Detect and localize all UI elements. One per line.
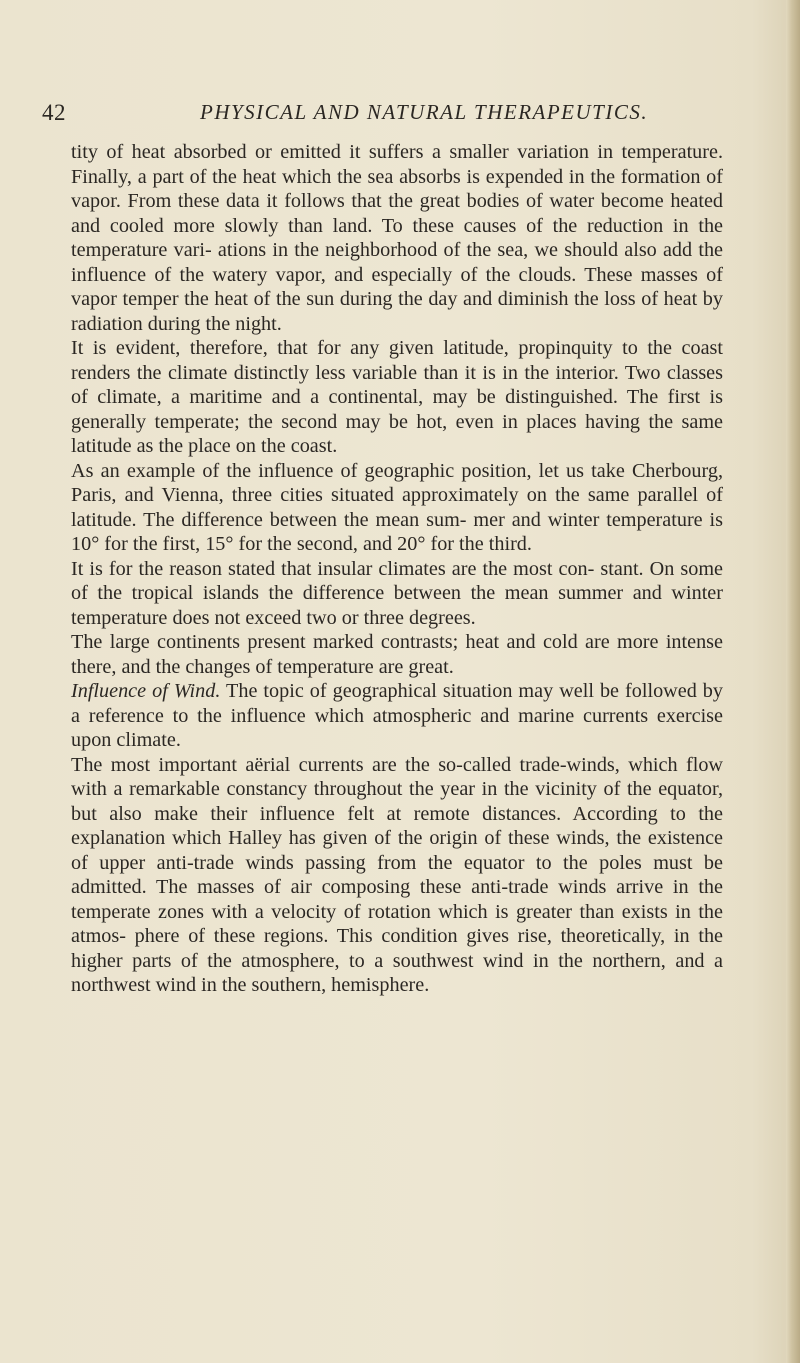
page-number: 42 <box>42 100 66 125</box>
paragraph-4: It is for the reason stated that insular climates are the most con- stant. On some of the tropical islands the difference between the mean summer and winter temperature does not exceed two or three degrees. <box>71 557 723 629</box>
paragraph-5: The large continents present marked contrasts; heat and cold are more intense there, and the changes of temperature are great. <box>71 631 723 678</box>
paragraph-6 <box>71 679 723 753</box>
paragraph-1: tity of heat absorbed or emitted it suffers a smaller variation in temperature. Finally, a part of the heat which the sea absorbs is expended in the formation of vapor. From these data it follows that the great bodies of water become heated and cooled more slowly than land. To these causes of the reduction in the temperature vari- ations in the neighborhood of the sea, we should also add the influence of the watery vapor, and especially of the clouds. These masses of vapor temper the heat of the sun during the day and diminish the loss of heat by radiation during the night. <box>71 141 723 335</box>
running-head: PHYSICAL AND NATURAL THERAPEUTICS. <box>200 100 649 124</box>
page-edge <box>786 0 800 1363</box>
body-text <box>71 140 723 998</box>
paragraph-2: It is evident, therefore, that for any given latitude, propinquity to the coast renders the climate distinctly less variable than it is in the interior. Two classes of climate, a maritime and a continental, may be distinguished. The first is generally temperate; the second may be hot, even in places having the same latitude as the place on the coast. <box>71 337 723 457</box>
section-heading: Influence of Wind. <box>71 680 221 702</box>
paragraph-3: As an example of the influence of geographic position, let us take Cherbourg, Paris, and Vienna, three cities situated approximately on the same parallel of latitude. The difference between the mean sum- mer and winter temperature is 10° for the first, 15° for the second, and 20° for the third. <box>71 459 723 555</box>
paragraph-6-text: The topic of geographical situation may well be followed by a reference to the influence which atmospheric and marine currents exercise upon climate. <box>71 680 723 751</box>
page-header <box>42 100 762 130</box>
paragraph-7: The most important aërial currents are the so-called trade-winds, which flow with a remarkable constancy throughout the year in the vicinity of the equator, but also make their influence felt at remote distances. According to the explanation which Halley has given of the origin of these winds, the existence of upper anti-trade winds passing from the equator to the poles must be admitted. The masses of air composing these anti-trade winds arrive in the temperate zones with a velocity of rotation which is greater than exists in the atmos- phere of these regions. This condition gives rise, theoretically, in the higher parts of the atmosphere, to a southwest wind in the northern, and a northwest wind in the southern, hemisphere. <box>71 753 723 996</box>
